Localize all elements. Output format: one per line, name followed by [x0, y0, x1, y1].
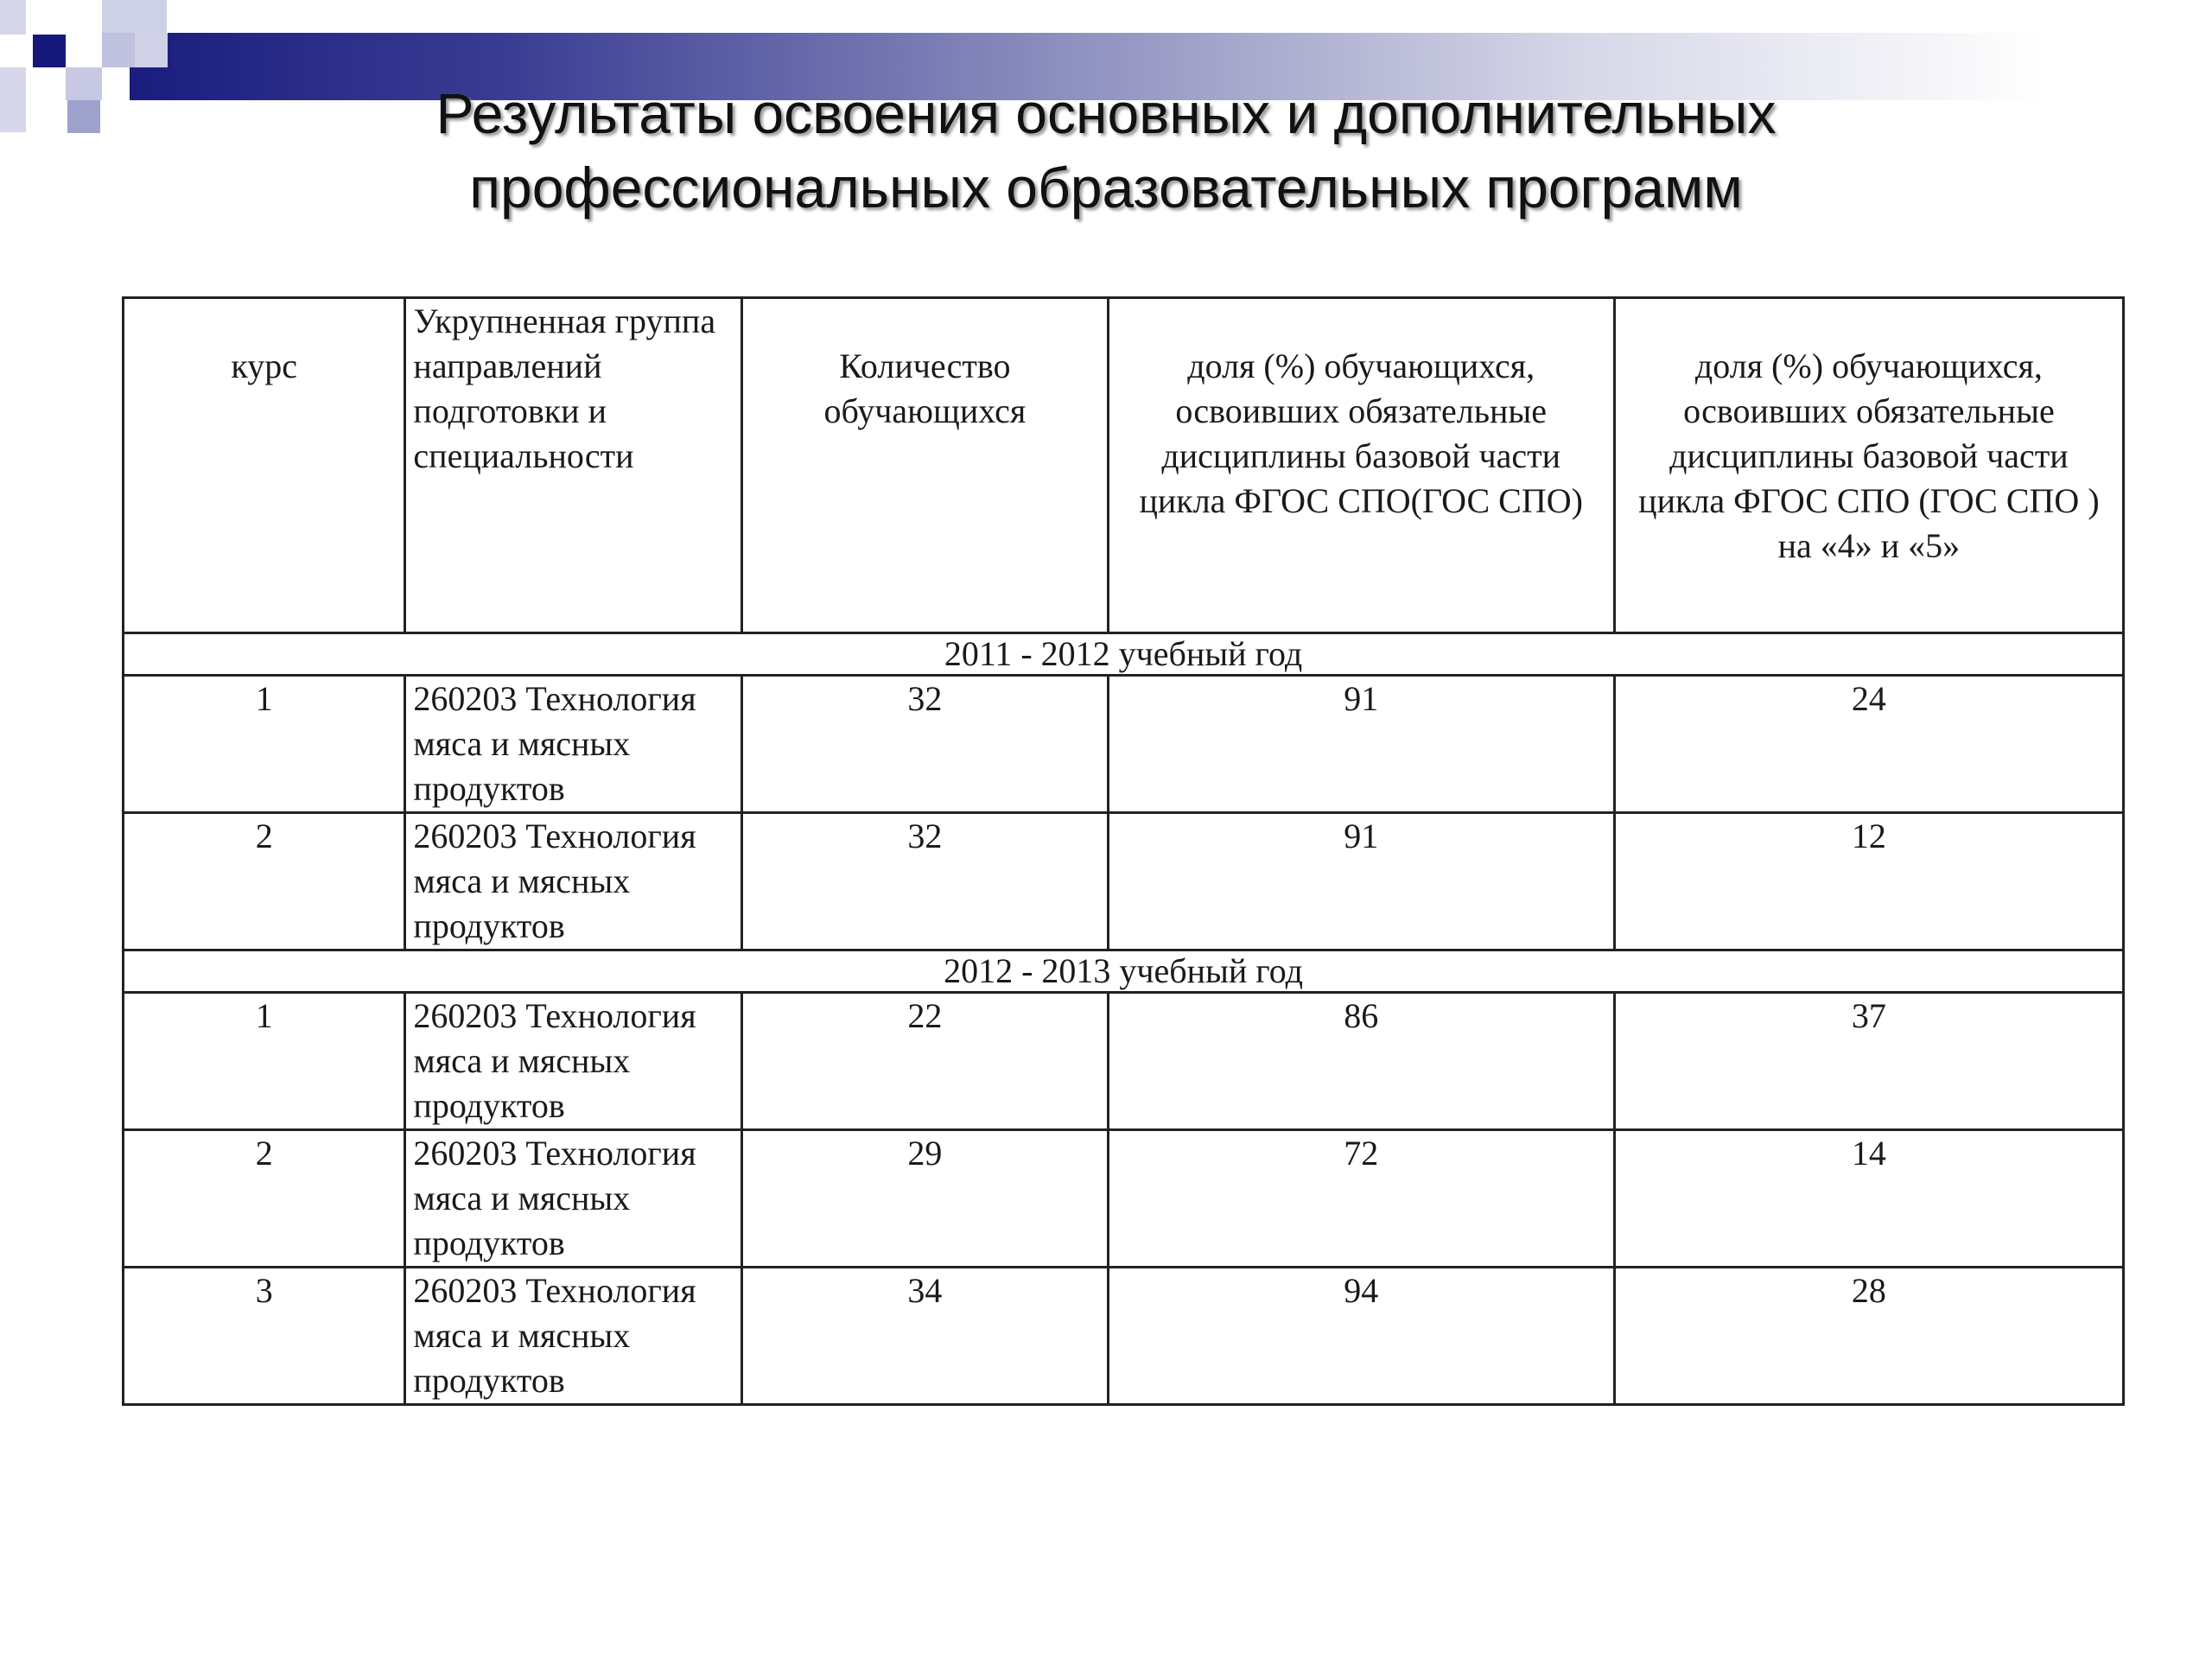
year-section-row: [124, 633, 2124, 676]
year-label: 2012 - 2013 учебный год: [124, 950, 2124, 993]
decor-square: [33, 35, 66, 67]
cell-share: 94: [1108, 1268, 1614, 1405]
cell-share-good: 28: [1614, 1268, 2123, 1405]
cell-course: 2: [124, 813, 405, 950]
header-share-good-excellent: доля (%) обучающихся, освоивших обязательные дисциплины базовой части цикла ФГОС СПО (ГОС СПО ) на «4» и «5»: [1614, 298, 2123, 633]
decor-square: [66, 67, 102, 100]
cell-specialty: 260203 Технология мяса и мясных продуктов: [405, 993, 742, 1130]
table-row: [124, 1268, 2124, 1405]
cell-count: 32: [742, 676, 1109, 813]
slide-title: [130, 76, 2082, 225]
cell-course: 1: [124, 993, 405, 1130]
header-student-count: Количество обучающихся: [742, 298, 1109, 633]
decor-square: [0, 0, 26, 35]
year-section-row: [124, 950, 2124, 993]
cell-share: 91: [1108, 813, 1614, 950]
cell-share: 72: [1108, 1130, 1614, 1268]
cell-course: 1: [124, 676, 405, 813]
table-row: [124, 1130, 2124, 1268]
cell-specialty: 260203 Технология мяса и мясных продуктов: [405, 1130, 742, 1268]
table-row: [124, 676, 2124, 813]
header-course: курс: [124, 298, 405, 633]
cell-share: 91: [1108, 676, 1614, 813]
cell-count: 22: [742, 993, 1109, 1130]
year-label: 2011 - 2012 учебный год: [124, 633, 2124, 676]
decor-square: [135, 33, 168, 67]
decor-square: [0, 67, 26, 132]
cell-course: 3: [124, 1268, 405, 1405]
cell-count: 32: [742, 813, 1109, 950]
cell-share-good: 14: [1614, 1130, 2123, 1268]
table-row: [124, 993, 2124, 1130]
cell-course: 2: [124, 1130, 405, 1268]
cell-specialty: 260203 Технология мяса и мясных продуктов: [405, 813, 742, 950]
header-specialty-group: Укрупненная группа направлений подготовки и специальности: [405, 298, 742, 633]
table-row: [124, 813, 2124, 950]
results-table: [122, 296, 2125, 1406]
slide-title-line-1: Результаты освоения основных и дополнительных: [435, 81, 1777, 145]
slide-title-line-2: профессиональных образовательных программ: [469, 156, 1743, 219]
decor-square: [102, 0, 167, 33]
table-header-row: [124, 298, 2124, 633]
cell-count: 34: [742, 1268, 1109, 1405]
cell-specialty: 260203 Технология мяса и мясных продуктов: [405, 676, 742, 813]
cell-share-good: 37: [1614, 993, 2123, 1130]
cell-specialty: 260203 Технология мяса и мясных продуктов: [405, 1268, 742, 1405]
decor-square: [102, 33, 135, 67]
cell-count: 29: [742, 1130, 1109, 1268]
cell-share: 86: [1108, 993, 1614, 1130]
header-share-mastered: доля (%) обучающихся, освоивших обязательные дисциплины базовой части цикла ФГОС СПО(ГОС СПО): [1108, 298, 1614, 633]
decor-square: [26, 0, 69, 35]
cell-share-good: 24: [1614, 676, 2123, 813]
cell-share-good: 12: [1614, 813, 2123, 950]
decor-square: [67, 100, 100, 133]
